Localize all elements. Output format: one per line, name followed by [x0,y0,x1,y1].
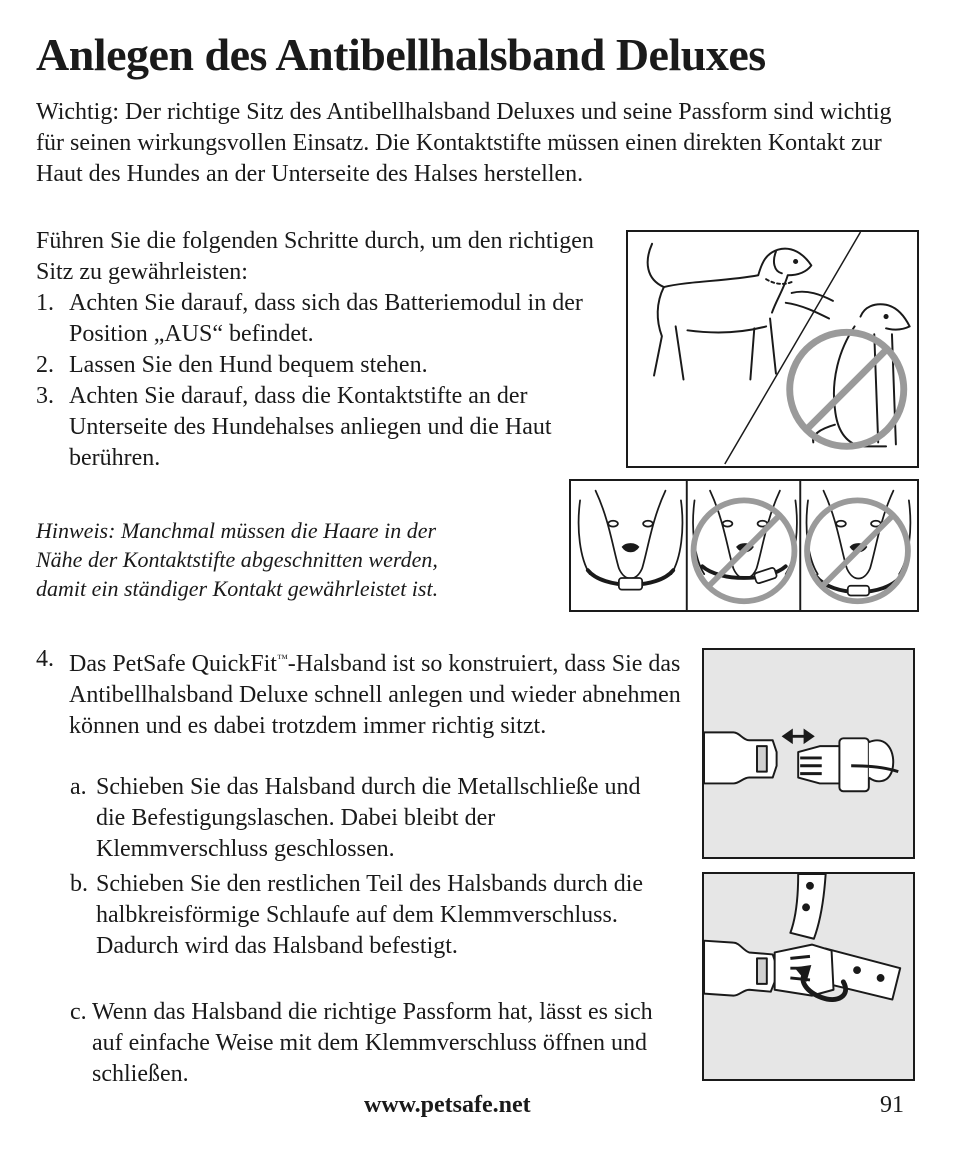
substep-label: b. [70,871,88,897]
substep-text: Schieben Sie den restlichen Teil des Halsbands durch die halbkreisförmige Schlaufe auf dem Klemmverschluss. Dadurch wird das Halsband befestigt. [96,871,644,959]
substep-b [70,869,670,962]
substep-text: Schieben Sie das Halsband durch die Metallschließe und die Befestigungslaschen. Dabei bleibt der Klemmverschluss geschlossen. [96,774,641,862]
trademark-symbol: ™ [276,653,288,665]
intro-paragraph: Wichtig: Der richtige Sitz des Antibellhalsband Deluxes und seine Passform sind wichtig für seinen wirkungsvollen Einsatz. Die Kontaktstifte müssen einen direkten Kontakt zur Haut des Hundes an der Unterseite des Halses herstellen. [36,99,892,187]
page-title: Anlegen des Antibellhalsband Deluxes [36,29,766,80]
buckle-male-icon [798,738,898,791]
step-number: 2. [36,352,54,378]
substep-label: a. [70,774,87,800]
substep-a [70,772,670,865]
buckle-step-a-drawing [704,650,913,857]
dog-posture-illustration [626,230,919,468]
step-number: 3. [36,383,54,409]
step-text: Achten Sie darauf, dass die Kontaktstifte an der Unterseite des Hundehalses anliegen und die Haut berühren. [69,383,552,471]
step-item-4 [36,644,686,742]
buckle-female-icon [704,732,777,783]
buckle-locked-icon [704,941,833,996]
step-text: Lassen Sie den Hund bequem stehen. [69,352,428,378]
collar-fit-illustration [569,479,919,612]
steps-list [36,288,626,474]
buckle-step-b-drawing [704,874,913,1079]
buckle-step-a-illustration [702,648,915,859]
step-number: 1. [36,290,54,316]
double-arrow-icon [783,729,814,743]
step-item [36,288,626,350]
standing-dog-icon [648,244,833,380]
footer-url: www.petsafe.net [364,1092,531,1118]
dog-head-correct-icon [579,491,683,590]
step-text: Achten Sie darauf, dass sich das Batteriemodul in der Position „AUS“ befindet. [69,290,583,347]
prohibited-icon [790,332,904,446]
steps-lead: Führen Sie die folgenden Schritte durch, um den richtigen Sitz zu gewährleisten: [36,228,594,285]
dog-head-incorrect-2-icon [807,491,911,596]
step-item [36,350,626,381]
step-text-end: -Halsband ist so konstruiert, dass Sie das Antibellhalsband Deluxe schnell anlegen und wieder abnehmen können und es dabei trotzdem immer richtig sitzt. [69,651,681,739]
hint-note: Hinweis: Manchmal müssen die Haare in der Nähe der Kontaktstifte abgeschnitten werden, damit ein ständiger Kontakt gewährleistet ist. [36,518,439,601]
step-text-start: Das PetSafe QuickFit [69,651,277,677]
step-number: 4. [36,646,54,672]
dog-posture-drawing [628,232,917,466]
page-number: 91 [880,1092,904,1118]
step-item [36,381,626,474]
substep-label: c. [70,999,87,1025]
buckle-step-b-illustration [702,872,915,1081]
dog-head-incorrect-1-icon [693,491,797,584]
substep-text: Wenn das Halsband die richtige Passform hat, lässt es sich auf einfache Weise mit dem Klemmverschluss öffnen und schließen. [92,999,653,1087]
substep-c [70,997,670,1090]
collar-fit-drawing [571,481,917,610]
